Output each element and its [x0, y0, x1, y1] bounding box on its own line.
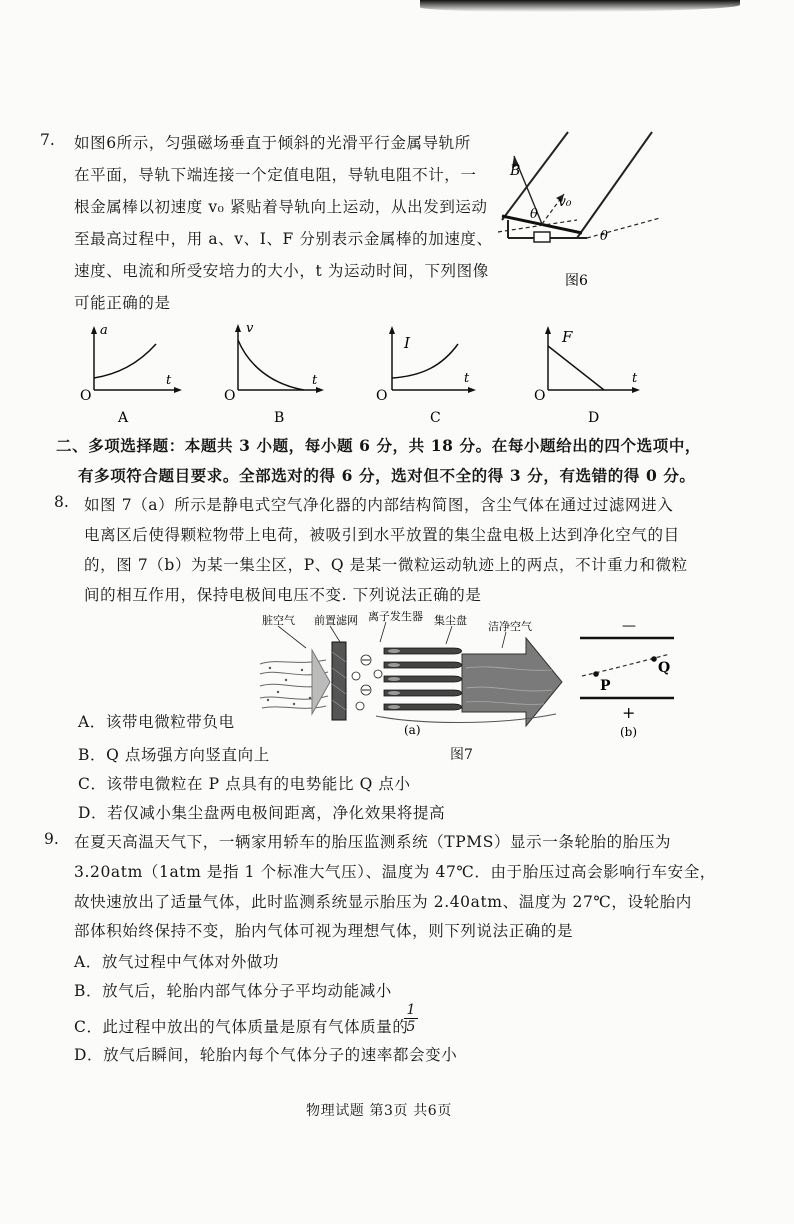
q7-line: 根金属棒以初速度 v₀ 紧贴着导轨向上运动，从出发到运动	[74, 198, 488, 216]
svg-text:t: t	[464, 371, 470, 386]
svg-text:P: P	[600, 678, 611, 694]
point-P	[593, 671, 599, 677]
graph-A	[78, 318, 188, 428]
q8-line: 的，图 7（b）为某一集尘区，P、Q 是某一微粒运动轨迹上的两点，不计重力和微粒	[84, 556, 688, 574]
q7-line: 可能正确的是	[74, 294, 171, 312]
fraction-denominator: 5	[406, 1019, 416, 1035]
label-theta-2: θ	[600, 229, 608, 244]
q8-line: 如图 7（a）所示是静电式空气净化器的内部结构简图，含尘气体在通过过滤网进入	[84, 496, 674, 514]
q9-line: 在夏天高温天气下，一辆家用轿车的胎压监测系统（TPMS）显示一条轮胎的胎压为	[74, 833, 672, 851]
svg-text:O: O	[534, 388, 546, 404]
q8-line: 电离区后使得颗粒物带上电荷，被吸引到水平放置的集尘盘电极上达到净化空气的目	[84, 526, 680, 544]
figure-7-caption: 图7	[450, 747, 473, 763]
q7-line: 至最高过程中，用 a、v、I、F 分别表示金属棒的加速度、	[74, 230, 493, 248]
scan-shadow	[420, 0, 740, 12]
figure-6-incline-rails	[492, 120, 672, 290]
q8-line: 间的相互作用，保持电极间电压不变. 下列说法正确的是	[84, 586, 482, 604]
q8-option-B: B．Q 点场强方向竖直向上	[78, 746, 270, 764]
graph-C	[372, 318, 482, 428]
svg-text:v: v	[246, 321, 254, 336]
q9-line: 部体积始终保持不变，胎内气体可视为理想气体，则下列说法正确的是	[74, 922, 574, 940]
svg-text:(b): (b)	[620, 725, 638, 739]
q9-option-D: D．放气后瞬间，轮胎内每个气体分子的速率都会变小	[74, 1046, 458, 1064]
svg-text:—: —	[622, 618, 636, 634]
svg-text:O: O	[80, 388, 92, 404]
option-label: C	[430, 410, 441, 426]
q7-line: 如图6所示，匀强磁场垂直于倾斜的光滑平行金属导轨所	[74, 134, 471, 152]
q7-line: 在平面，导轨下端连接一个定值电阻，导轨电阻不计，一	[74, 166, 477, 184]
figure-7b-collector	[578, 614, 678, 740]
curve-a-t	[94, 344, 156, 378]
graph-B	[222, 316, 332, 428]
question-7-number: 7.	[40, 131, 55, 149]
svg-text:脏空气: 脏空气	[262, 614, 295, 627]
figure-6-caption: 图6	[565, 273, 588, 289]
q9-line: 3.20atm（1atm 是指 1 个标准大气压）、温度为 47℃．由于胎压过高会影响行车安全，	[74, 863, 716, 881]
option-label: D	[588, 410, 600, 426]
q9-line: 故快速放出了适量气体，此时监测系统显示胎压为 2.40atm、温度为 27℃，设轮胎内	[74, 893, 692, 911]
fraction-one-fifth	[404, 1002, 418, 1035]
question-8-number: 8.	[54, 493, 69, 511]
page-footer: 物理试题 第3页 共6页	[306, 1103, 452, 1119]
svg-text:Q: Q	[658, 660, 671, 676]
svg-text:O: O	[376, 388, 388, 404]
option-label: B	[274, 410, 285, 426]
svg-text:前置滤网: 前置滤网	[314, 614, 358, 627]
q7-line: 速度、电流和所受安培力的大小，t 为运动时间，下列图像	[74, 262, 489, 280]
svg-text:t: t	[166, 373, 172, 388]
svg-text:+: +	[622, 703, 636, 722]
svg-text:离子发生器: 离子发生器	[368, 610, 423, 623]
option-label: A	[118, 410, 129, 426]
fraction-numerator: 1	[404, 1002, 418, 1019]
question-9-number: 9.	[44, 830, 59, 848]
q8-option-D: D．若仅减小集尘盘两电极间距离，净化效果将提高	[78, 804, 446, 822]
line-F-t	[548, 346, 604, 390]
q8-option-A: A．该带电微粒带负电	[78, 713, 235, 731]
figure-7a-air-purifier	[256, 608, 576, 738]
q9-option-B: B．放气后，轮胎内部气体分子平均动能减小	[74, 982, 392, 1000]
label-B: B	[510, 163, 521, 179]
svg-text:O: O	[224, 388, 236, 404]
svg-text:I: I	[404, 334, 410, 352]
svg-text:a: a	[100, 323, 108, 338]
label-v0: v₀	[558, 194, 572, 210]
section-2-header: 二、多项选择题：本题共 3 小题，每小题 6 分，共 18 分。在每小题给出的四个选项中，	[56, 436, 702, 455]
svg-text:t: t	[312, 373, 318, 388]
q9-option-A: A．放气过程中气体对外做功	[74, 953, 279, 971]
section-2-header-line2: 有多项符合题目要求。全部选对的得 6 分，选对但不全的得 3 分，有选错的得 0 分。	[78, 466, 696, 485]
label-theta-1: θ	[530, 207, 538, 222]
svg-text:t: t	[632, 371, 638, 386]
curve-v-t	[238, 340, 304, 390]
q8-option-C: C．该带电微粒在 P 点具有的电势能比 Q 点小	[78, 775, 411, 793]
q9-option-C: C．此过程中放出的气体质量是原有气体质量的	[74, 1018, 409, 1036]
graph-D	[532, 318, 652, 428]
svg-text:F: F	[562, 328, 573, 346]
point-Q	[651, 656, 657, 662]
svg-text:(a): (a)	[404, 723, 421, 737]
curve-I-t	[392, 344, 458, 378]
svg-text:集尘盘: 集尘盘	[434, 614, 467, 627]
svg-text:洁净空气: 洁净空气	[488, 620, 532, 633]
